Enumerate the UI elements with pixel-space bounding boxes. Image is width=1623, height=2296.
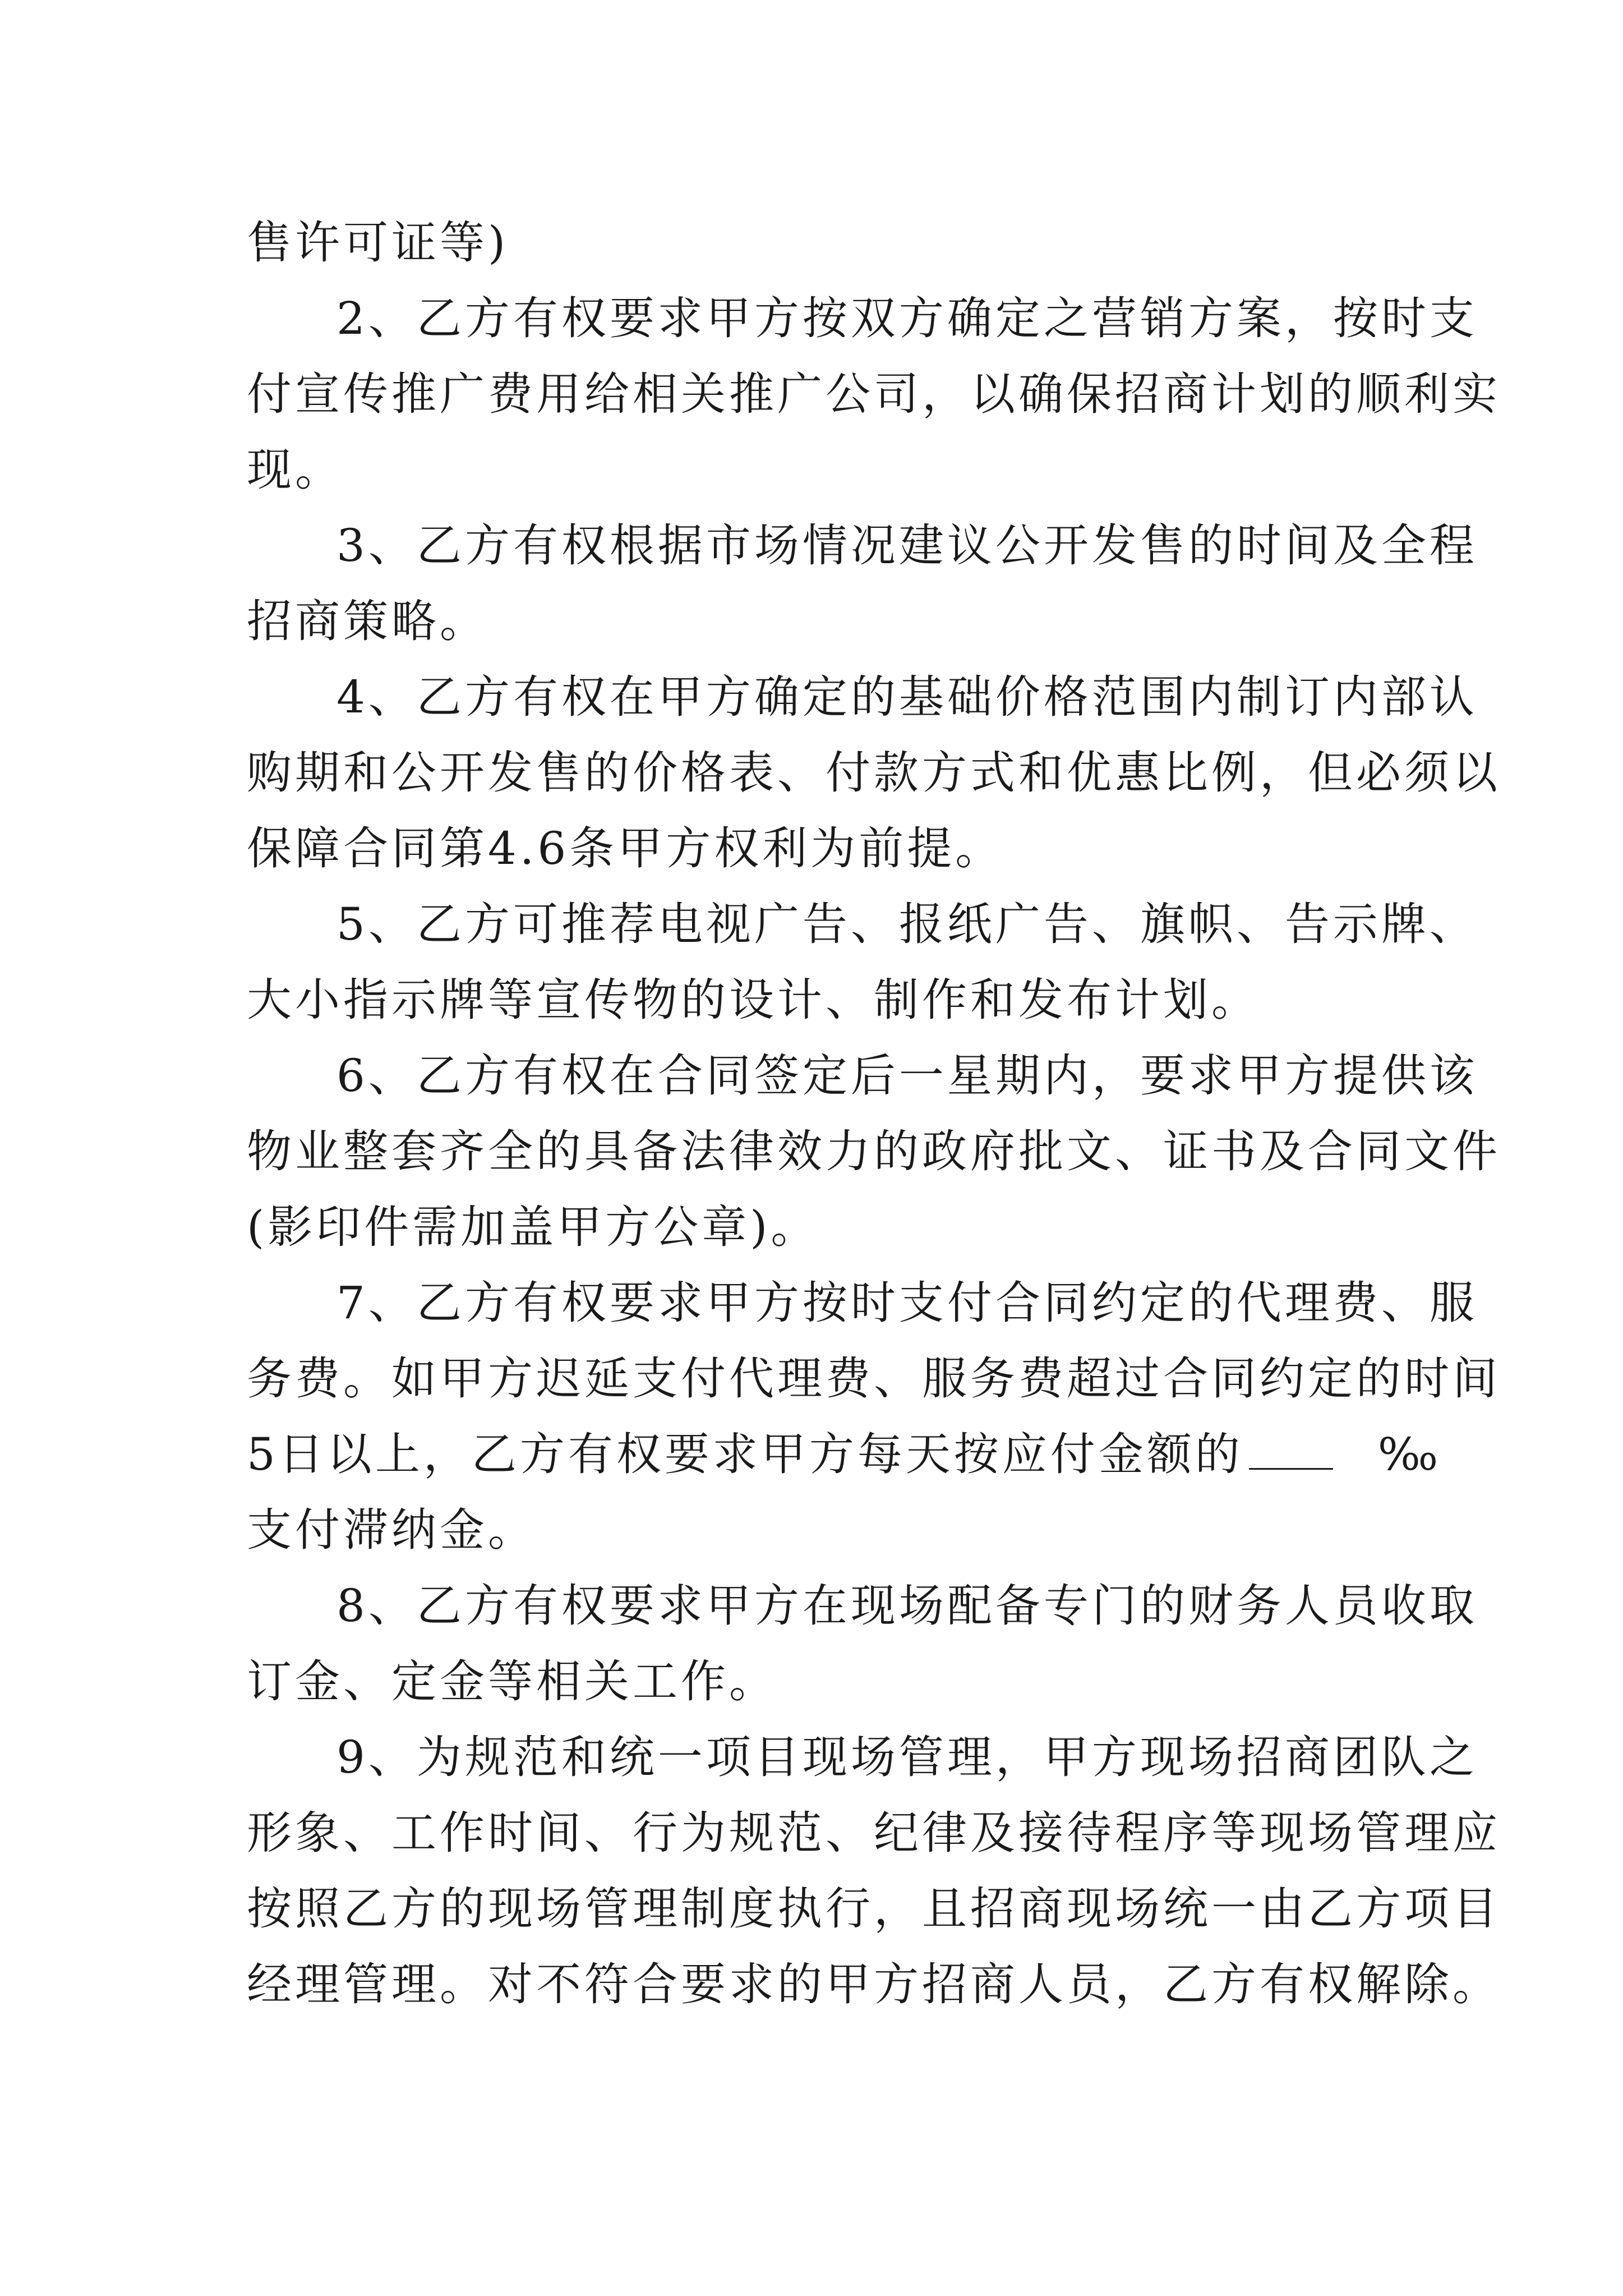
clause-8-line-1: 8、乙方有权要求甲方在现场配备专门的财务人员收取 (336, 1580, 1478, 1632)
clause-7-line-1: 7、乙方有权要求甲方按时支付合同约定的代理费、服 (336, 1277, 1478, 1329)
clause-4-line-2: 购期和公开发售的价格表、付款方式和优惠比例，但必须以 (247, 747, 1501, 799)
clause-3-line-2: 招商策略。 (247, 595, 488, 647)
clause-7-line-3-text: 5日以上，乙方有权要求甲方每天按应付金额的 (247, 1428, 1243, 1480)
clause-9-line-2: 形象、工作时间、行为规范、纪律及接待程序等现场管理应 (247, 1807, 1501, 1859)
clause-2-line-3: 现。 (247, 444, 343, 496)
clause-4-line-3: 保障合同第4.6条甲方权利为前提。 (247, 822, 1004, 875)
clause-7-line-3 (247, 1428, 1442, 1481)
clause-6-line-2: 物业整套齐全的具备法律效力的政府批文、证书及合同文件 (247, 1125, 1501, 1177)
text-line: 售许可证等) (247, 217, 509, 269)
clause-7-line-2: 务费。如甲方迟延支付代理费、服务费超过合同约定的时间 (247, 1352, 1501, 1405)
clause-5-line-1: 5、乙方可推荐电视广告、报纸广告、旗帜、告示牌、 (336, 898, 1478, 950)
clause-9-line-4: 经理管理。对不符合要求的甲方招商人员，乙方有权解除。 (247, 1958, 1501, 2010)
clause-8-line-2: 订金、定金等相关工作。 (247, 1655, 777, 1708)
fill-in-blank (1249, 1429, 1333, 1470)
clause-9-line-3: 按照乙方的现场管理制度执行，且招商现场统一由乙方项目 (247, 1883, 1501, 1935)
clause-4-line-1: 4、乙方有权在甲方确定的基础价格范围内制订内部认 (336, 671, 1478, 723)
clause-7-line-4: 支付滞纳金。 (247, 1504, 536, 1556)
clause-6-line-3: (影印件需加盖甲方公章)。 (247, 1201, 819, 1253)
clause-2-line-2: 付宣传推广费用给相关推广公司，以确保招商计划的顺利实 (247, 368, 1501, 420)
clause-6-line-1: 6、乙方有权在合同签定后一星期内，要求甲方提供该 (336, 1050, 1478, 1102)
clause-9-line-1: 9、为规范和统一项目现场管理，甲方现场招商团队之 (336, 1731, 1478, 1783)
clause-3-line-1: 3、乙方有权根据市场情况建议公开发售的时间及全程 (336, 519, 1478, 572)
clause-5-line-2: 大小指示牌等宣传物的设计、制作和发布计划。 (247, 974, 1260, 1026)
per-mille-sign: ‰ (1377, 1428, 1442, 1480)
clause-2-line-1: 2、乙方有权要求甲方按双方确定之营销方案，按时支 (336, 292, 1478, 344)
